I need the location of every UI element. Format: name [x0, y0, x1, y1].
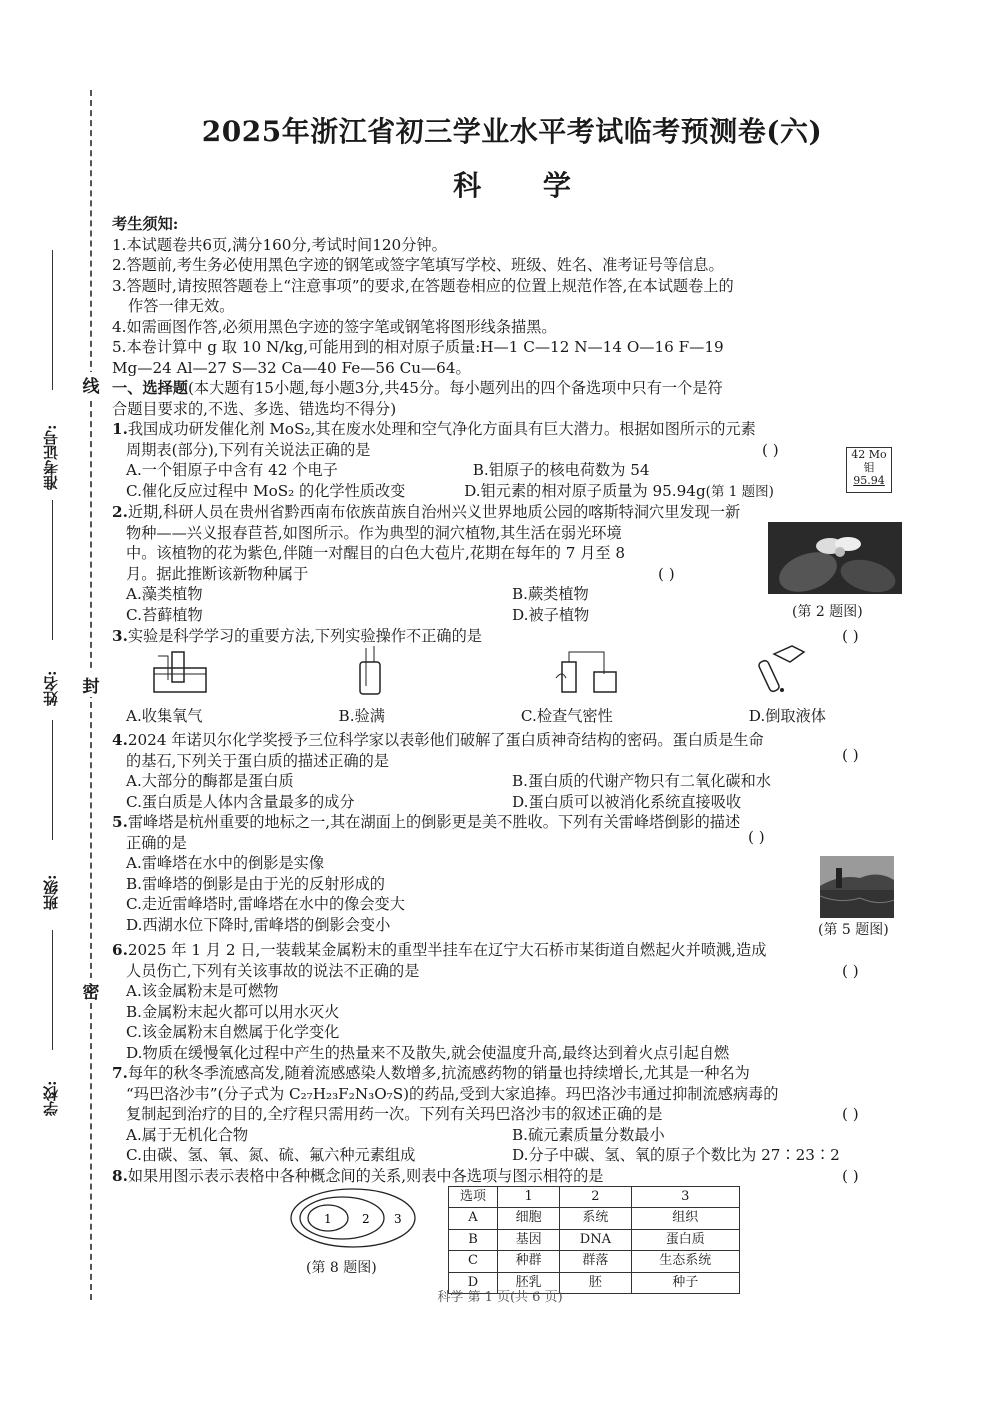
section-one-header: [112, 378, 912, 419]
option-d: D.物质在缓慢氧化过程中产生的热量来不及散失,就会使温度升高,最终达到着火点引起自燃: [126, 1043, 730, 1062]
option-d: D.倒取液体: [748, 707, 826, 725]
table-header-row: [449, 1186, 740, 1208]
table-cell: 种子: [631, 1272, 739, 1294]
option-a: A.雷峰塔在水中的倒影是实像: [126, 854, 325, 872]
table-cell: B: [449, 1229, 498, 1251]
answer-paren[interactable]: ( ): [748, 827, 765, 846]
table-header: 3: [631, 1186, 739, 1208]
table-header: 2: [560, 1186, 631, 1208]
answer-paren[interactable]: ( ): [842, 1105, 859, 1123]
airtightness-check-diagram: [554, 648, 624, 694]
question-stem: 雷峰塔是杭州重要的地标之一,其在湖面上的倒影更是美不胜收。下列有关雷峰塔倒影的描述: [127, 813, 741, 831]
circle-label-2: 2: [362, 1211, 370, 1226]
circle-label-1: 1: [324, 1211, 332, 1226]
question-number: 3.: [112, 627, 128, 645]
option-b: B.金属粉末起火都可以用水灭火: [126, 1002, 340, 1021]
atomic-number: 42: [851, 448, 866, 461]
notice-item: Mg—24 Al—27 S—32 Ca—40 Fe—56 Cu—64。: [112, 358, 471, 377]
notice-item: 2.答题前,考生务必使用黑色字迹的钢笔或签字笔填写学校、班级、姓名、准考证号等信息。: [112, 256, 724, 274]
subject-title: 科 学: [453, 169, 597, 202]
binding-mark-mi: 密: [78, 978, 104, 1003]
question-stem: 复制起到治疗的目的,全疗程只需用药一次。下列有关玛巴洛沙韦的叙述正确的是: [126, 1105, 663, 1123]
table-cell: C: [449, 1251, 498, 1273]
question-stem: 的基石,下列关于蛋白质的描述正确的是: [126, 751, 390, 770]
question-8: [112, 1166, 912, 1296]
question-stem: 我国成功研发催化剂 MoS₂,其在废水处理和空气净化方面具有巨大潜力。根据如图所示的元素: [127, 420, 756, 438]
section-desc: 合题目要求的,不选、多选、错选均不得分): [112, 399, 397, 418]
question-stem: 正确的是: [126, 833, 187, 852]
option-c: C.走近雷峰塔时,雷峰塔在水中的像会变大: [126, 895, 405, 913]
table-row: [449, 1251, 740, 1273]
class-field[interactable]: [52, 720, 53, 840]
answer-paren[interactable]: ( ): [762, 440, 779, 459]
notice-item: 5.本卷计算中 g 取 10 N/kg,可能用到的相对原子质量:H—1 C—12 N—14 O—16 F—19: [112, 338, 724, 356]
school-field[interactable]: [52, 930, 53, 1050]
question-number: 8.: [112, 1166, 128, 1185]
periodic-table-cell: [846, 447, 892, 493]
name-field[interactable]: [52, 500, 53, 640]
question-number: 7.: [112, 1064, 128, 1082]
option-b: B.钼原子的核电荷数为 54: [472, 461, 650, 479]
question-stem: 2025 年 1 月 2 日,一装载某金属粉末的重型半挂车在辽宁大石桥市某街道自燃起火并喷溅,造成: [127, 941, 767, 959]
option-b: B.雷峰塔的倒影是由于光的反射形成的: [126, 874, 385, 893]
question-stem: “玛巴洛沙韦”(分子式为 C₂₇H₂₃F₂N₃O₇S)的药品,受到大家追捧。玛巴洛沙韦通过抑制流感病毒的: [126, 1084, 779, 1103]
concept-circles-diagram: [288, 1186, 418, 1250]
option-c: C.该金属粉末自燃属于化学变化: [126, 1023, 340, 1041]
class-label: 班级:: [42, 874, 60, 910]
answer-paren[interactable]: ( ): [658, 564, 675, 583]
circle-label-3: 3: [394, 1211, 402, 1226]
table-row: [449, 1208, 740, 1230]
main-content: [112, 112, 912, 1296]
question-number: 2.: [112, 503, 128, 521]
figure-caption: (第 2 题图): [792, 604, 863, 620]
binding-strip: [40, 90, 100, 1300]
option-d: D.西湖水位下降时,雷峰塔的倒影会变小: [126, 915, 391, 934]
option-a: A.藻类植物: [126, 585, 203, 603]
option-c: C.检查气密性: [520, 707, 613, 725]
notice-item: 4.如需画图作答,必须用黑色字迹的签字笔或钢笔将图形线条描黑。: [112, 317, 557, 336]
table-cell: 群落: [560, 1251, 631, 1273]
question-stem: 近期,科研人员在贵州省黔西南布依族苗族自治州兴义世界地质公园的喀斯特洞穴里发现一新: [127, 503, 741, 521]
table-header: 选项: [449, 1186, 498, 1208]
figure-caption: (第 1 题图): [705, 483, 774, 500]
exam-title: 2025年浙江省初三学业水平考试临考预测卷(六): [201, 115, 823, 148]
table-cell: 蛋白质: [631, 1229, 739, 1251]
table-cell: 生态系统: [631, 1251, 739, 1273]
question-number: 5.: [112, 813, 128, 831]
notice-block: [112, 214, 912, 378]
option-b: B.蛋白质的代谢产物只有二氧化碳和水: [512, 772, 771, 790]
element-name: 钼: [863, 461, 875, 474]
option-a: A.大部分的酶都是蛋白质: [126, 772, 294, 790]
question-stem: 周期表(部分),下列有关说法正确的是: [126, 440, 371, 459]
table-cell: 基因: [498, 1229, 560, 1251]
table-cell: A: [449, 1208, 498, 1230]
question-stem: 2024 年诺贝尔化学奖授予三位科学家以表彰他们破解了蛋白质神奇结构的密码。蛋白质是生命: [127, 731, 764, 749]
option-b: B.蕨类植物: [512, 585, 589, 603]
table-cell: D: [449, 1272, 498, 1294]
option-b: B.硫元素质量分数最小: [512, 1125, 665, 1144]
candidate-number-label: 准考证号:: [42, 424, 60, 490]
notice-item: 3.答题时,请按照答题卷上“注意事项”的要求,在答题卷相应的位置上规范作答,在本试题卷上的: [112, 276, 734, 295]
school-label: 学校:: [42, 1080, 60, 1116]
atomic-mass: 95.94: [853, 474, 885, 487]
notice-heading: 考生须知:: [112, 215, 179, 233]
pour-liquid-diagram: [752, 644, 812, 696]
answer-paren[interactable]: ( ): [842, 745, 859, 764]
table-cell: 系统: [560, 1208, 631, 1230]
option-d: D.分子中碳、氢、氧的原子个数比为 27∶23∶2: [512, 1146, 840, 1164]
table-row: [449, 1229, 740, 1251]
binding-mark-xian: 线: [78, 372, 104, 397]
table-cell: 胚: [560, 1272, 631, 1294]
leifeng-pagoda-photo: [820, 856, 894, 918]
option-a: A.该金属粉末是可燃物: [126, 982, 279, 1000]
answer-paren[interactable]: ( ): [842, 627, 859, 645]
question-number: 1.: [112, 420, 128, 438]
notice-item: 作答一律无效。: [128, 297, 235, 315]
question-6: [112, 940, 912, 1063]
answer-paren[interactable]: ( ): [842, 1166, 859, 1185]
question-number: 6.: [112, 941, 128, 959]
question-stem: 实验是科学学习的重要方法,下列实验操作不正确的是: [127, 627, 482, 645]
question-4: [112, 730, 912, 812]
option-c: C.催化反应过程中 MoS₂ 的化学性质改变: [126, 481, 406, 500]
table-cell: 细胞: [498, 1208, 560, 1230]
name-label: 姓名:: [42, 670, 60, 706]
table-cell: 种群: [498, 1251, 560, 1273]
option-b: B.验满: [338, 707, 385, 725]
figure-caption: (第 8 题图): [306, 1259, 377, 1276]
section-desc: (本大题有15小题,每小题3分,共45分。每小题列出的四个备选项中只有一个是符: [187, 379, 723, 397]
plant-photo: [768, 522, 902, 594]
section-heading: 一、选择题: [112, 379, 188, 397]
question-stem: 月。据此推断该新物种属于: [126, 564, 309, 583]
option-d: [464, 481, 832, 503]
question-5: [112, 812, 912, 940]
option-c: C.苔藓植物: [126, 605, 203, 624]
question-stem: 物种——兴义报春苣苔,如图所示。作为典型的洞穴植物,其生活在弱光环境: [126, 523, 622, 542]
candidate-number-field[interactable]: [52, 250, 53, 390]
binding-mark-feng: 封: [78, 672, 104, 697]
option-d-text: D.钼元素的相对原子质量为 95.94g: [464, 481, 706, 500]
question-7: [112, 1063, 912, 1166]
question-stem: 每年的秋冬季流感高发,随着流感感染人数增多,抗流感药物的销量也持续增长,尤其是一种名为: [127, 1064, 750, 1082]
option-d: D.蛋白质可以被消化系统直接吸收: [512, 792, 742, 811]
option-d: D.被子植物: [512, 605, 590, 624]
question-stem: 人员伤亡,下列有关该事故的说法不正确的是: [126, 961, 420, 980]
gas-full-test-diagram: [350, 646, 390, 696]
table-header: 1: [498, 1186, 560, 1208]
answer-paren[interactable]: ( ): [842, 961, 859, 980]
page-footer: 科学 第 1 页(共 6 页): [437, 1290, 563, 1305]
figure-caption: (第 5 题图): [818, 922, 889, 938]
question-stem: 如果用图示表示表格中各种概念间的关系,则表中各选项与图示相符的是: [127, 1166, 604, 1185]
option-a: A.一个钼原子中含有 42 个电子: [126, 461, 338, 479]
option-a: A.收集氧气: [126, 707, 203, 725]
table-cell: 组织: [631, 1208, 739, 1230]
element-symbol: Mo: [868, 448, 887, 461]
option-c: C.由碳、氢、氧、氮、硫、氟六种元素组成: [126, 1146, 416, 1164]
question-number: 4.: [112, 731, 128, 749]
notice-item: 1.本试题卷共6页,满分160分,考试时间120分钟。: [112, 235, 447, 254]
question-1: [112, 419, 912, 502]
oxygen-collection-diagram: [150, 650, 210, 694]
question-2: [112, 502, 912, 626]
question-3: [112, 626, 912, 730]
table-cell: 胚乳: [498, 1272, 560, 1294]
option-a: A.属于无机化合物: [126, 1125, 249, 1144]
table-cell: DNA: [560, 1229, 631, 1251]
option-c: C.蛋白质是人体内含量最多的成分: [126, 792, 355, 811]
question-stem: 中。该植物的花为紫色,伴随一对醒目的白色大苞片,花期在每年的 7 月至 8: [126, 544, 626, 562]
concept-table: [448, 1186, 740, 1295]
